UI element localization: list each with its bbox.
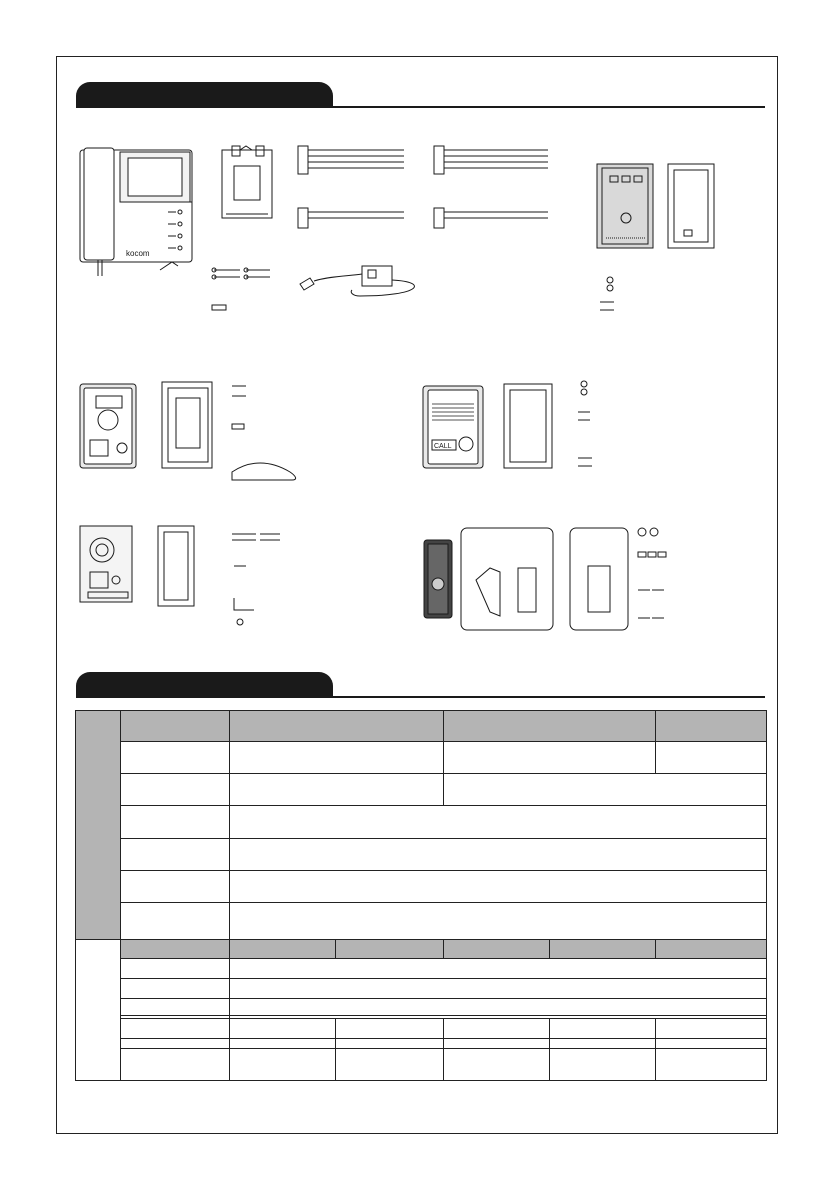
table-cell bbox=[656, 1039, 767, 1081]
table-cell bbox=[656, 1019, 767, 1039]
table-cell bbox=[121, 870, 230, 902]
header-cell bbox=[230, 711, 444, 742]
header-cell bbox=[444, 940, 550, 959]
surface-box-2-illustration bbox=[504, 384, 552, 468]
table-cell bbox=[444, 1039, 550, 1081]
flush-screws-illustration bbox=[600, 277, 614, 310]
slim-bracket-illustration bbox=[570, 528, 628, 630]
door-camera-call-label: CALL bbox=[434, 443, 452, 450]
table-cell bbox=[444, 741, 656, 773]
flush-door-camera-illustration bbox=[597, 164, 653, 248]
table-cell bbox=[230, 959, 767, 979]
table-cell bbox=[121, 979, 230, 999]
cable-4-wire-a-illustration bbox=[298, 146, 404, 174]
door-camera-2-screws-illustration bbox=[578, 381, 592, 466]
table-cell bbox=[121, 741, 230, 773]
door-camera-3-illustration bbox=[80, 526, 132, 602]
door-camera-3-accessories-illustration bbox=[232, 534, 280, 625]
wall-screws-illustration bbox=[212, 268, 270, 310]
table-cell bbox=[121, 838, 230, 870]
door-camera-1-illustration bbox=[80, 384, 136, 468]
table-cell bbox=[550, 1039, 656, 1081]
surface-box-3-illustration bbox=[158, 526, 194, 606]
table-cell bbox=[230, 999, 767, 1019]
door-camera-2-illustration bbox=[423, 386, 483, 468]
table-cell bbox=[121, 1039, 230, 1081]
table-cell bbox=[230, 741, 444, 773]
table-cell bbox=[230, 838, 767, 870]
table-cell bbox=[230, 806, 767, 838]
table-cell bbox=[656, 741, 767, 773]
table-cell bbox=[444, 774, 767, 806]
table-cell bbox=[230, 1039, 336, 1081]
surface-box-1-illustration bbox=[162, 382, 212, 468]
monitor-brand-text: kocom bbox=[126, 249, 150, 258]
table-cell bbox=[230, 1019, 336, 1039]
header-cell bbox=[550, 940, 656, 959]
table-cell bbox=[121, 999, 230, 1019]
flush-box-illustration bbox=[668, 164, 714, 248]
table-cell bbox=[444, 1019, 550, 1039]
section-heading-text-2 bbox=[76, 678, 88, 692]
section-heading-tab-2 bbox=[76, 672, 333, 698]
cable-4-wire-b-illustration bbox=[434, 146, 548, 174]
table-cell bbox=[230, 870, 767, 902]
table-cell bbox=[336, 1019, 444, 1039]
camera-spec-group-cell bbox=[76, 940, 121, 1081]
header-cell bbox=[656, 711, 767, 742]
wall-bracket-illustration bbox=[222, 146, 272, 218]
header-cell bbox=[336, 940, 444, 959]
camera-specifications-table bbox=[75, 939, 767, 1081]
section-heading-rule-2 bbox=[333, 696, 765, 698]
table-cell bbox=[230, 774, 444, 806]
table-cell bbox=[550, 1019, 656, 1039]
header-cell bbox=[121, 940, 230, 959]
table-cell bbox=[121, 1019, 230, 1039]
slim-screws-illustration bbox=[638, 528, 666, 618]
table-cell bbox=[121, 806, 230, 838]
hex-key-illustration bbox=[234, 598, 254, 610]
header-cell bbox=[121, 711, 230, 742]
table-cell bbox=[121, 774, 230, 806]
rain-hood-1-illustration bbox=[232, 386, 296, 480]
cable-2-wire-b-illustration bbox=[434, 208, 548, 228]
power-adapter-illustration bbox=[300, 266, 414, 296]
table-cell bbox=[230, 979, 767, 999]
table-cell bbox=[336, 1039, 444, 1081]
header-cell bbox=[230, 940, 336, 959]
table-cell bbox=[121, 959, 230, 979]
rain-cover-illustration bbox=[461, 528, 553, 630]
cable-2-wire-a-illustration bbox=[298, 208, 404, 228]
slim-door-camera-illustration bbox=[424, 540, 452, 618]
monitor-illustration bbox=[80, 148, 192, 276]
header-cell bbox=[656, 940, 767, 959]
header-cell bbox=[444, 711, 656, 742]
